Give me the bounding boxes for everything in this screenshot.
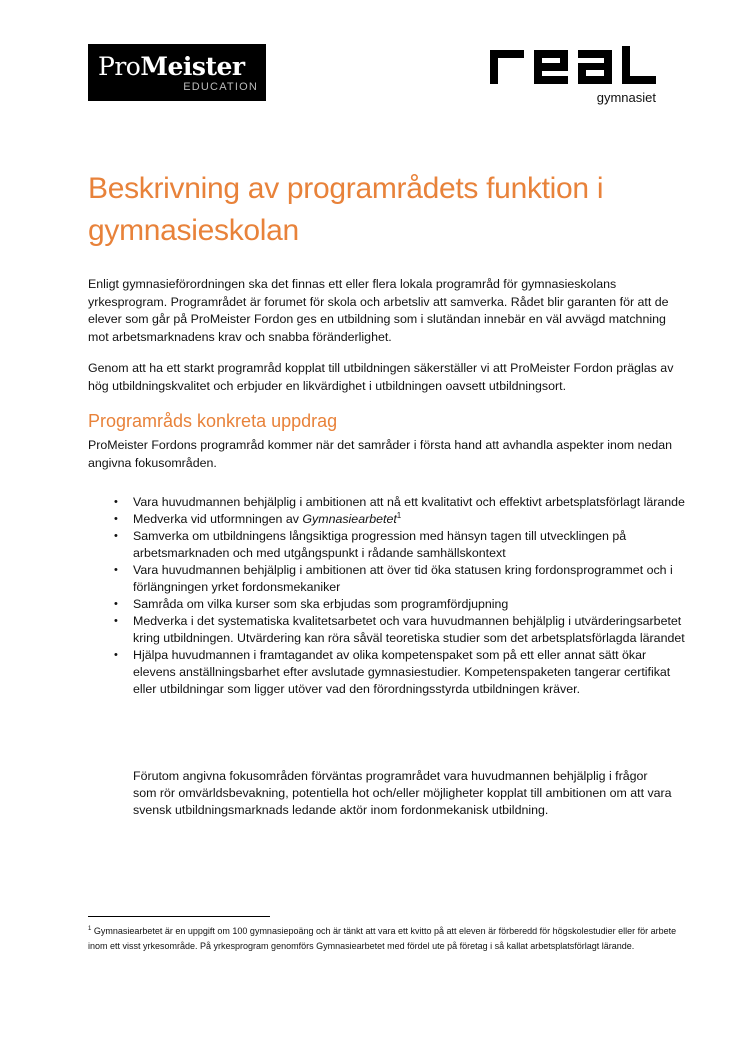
- footnote-divider: [88, 916, 270, 917]
- list-item-text: Vara huvudmannen behjälplig i ambitionen att över tid öka statusen kring fordonsprogrammet och i förlängningen yrket fordonsmekaniker: [133, 563, 673, 594]
- list-item: [88, 494, 688, 511]
- page-title: Beskrivning av programrådets funktion i gymnasieskolan: [88, 172, 604, 247]
- intro-paragraph-2: Genom att ha ett starkt programråd kopplat till utbildningen säkerställer vi att ProMeister Fordon präglas av hög utbildningskvalitet och erbjuder en likvärdighet i utbildningen oavsett utbildningsort.: [88, 361, 674, 393]
- logo-pro-text: Pro: [98, 52, 141, 81]
- list-item-text: Medverka vid utformningen av: [133, 512, 303, 526]
- bullet-marker: •: [114, 513, 118, 525]
- real-logo-wordmark: [490, 46, 658, 88]
- real-gymnasiet-logo: [490, 46, 658, 104]
- bullet-marker: •: [114, 598, 118, 610]
- logo-meister-text: Meister: [140, 52, 245, 81]
- intro-paragraph-1: Enligt gymnasieförordningen ska det finnas ett eller flera lokala programråd för gymnasieskolans yrkesprogram. Programrådet är forumet för skola och arbetsliv att samverka. Rådet blir garanten för att de elever som går på ProMeister Fordon ges en utbildning som i slutändan innebär en väl avvägd matchning mot arbetsmarknadens krav och snabba föränderlighet.: [88, 277, 669, 344]
- list-item-text: Samråda om vilka kurser som ska erbjudas som programfördjupning: [133, 597, 509, 611]
- closing-paragraph: Förutom angivna fokusområden förväntas programrådet vara huvudmannen behjälplig i frågor som rör omvärldsbevakning, potentiella hot och/eller möjligheter kopplat till ambitionen om att vara svensk utbildningsmarknads ledande aktör inom fordonmekanisk utbildning.: [133, 769, 672, 817]
- real-logo-subtitle: gymnasiet: [596, 90, 656, 105]
- focus-area-list: [88, 494, 688, 698]
- list-item: [88, 511, 688, 528]
- promeister-logo: [88, 44, 266, 101]
- footnote-text: Gymnasiearbetet är en uppgift om 100 gymnasiepoäng och är tänkt att vara ett kvitto på att eleven är förberedd för högskolestudier eller för arbete inom ett visst yrkesområde. På yrkesprogram genomförs Gymnasiearbetet med fördel ute på företag i så kallat arbetsplatsförlagt lärande.: [88, 926, 677, 951]
- list-item-text: Hjälpa huvudmannen i framtagandet av olika kompetenspaket som på ett eller annat sätt ökar elevens anställningsbarhet efter avslutade gymnasiestudier. Kompetenspaketen tangerar certifikat eller utbildningar som ligger utöver vad den förordningsstyrda utbildningen kräver.: [133, 648, 671, 696]
- footnote: [88, 922, 688, 954]
- list-item: [88, 562, 688, 596]
- list-item-text: Medverka i det systematiska kvalitetsarbetet och vara huvudmannen behjälplig i utvärderingsarbetet kring utbildningen. Utvärdering kan röra såväl teoretiska studier som det arbetsplatsförlagda lärandet: [133, 614, 685, 645]
- list-item-emphasis: Gymnasiearbetet: [302, 512, 397, 526]
- list-item-text: Vara huvudmannen behjälplig i ambitionen att nå ett kvalitativt och effektivt arbetsplatsförlagt lärande: [133, 495, 685, 509]
- promeister-logo-wordmark: [98, 52, 245, 81]
- section-heading: Programråds konkreta uppdrag: [88, 411, 338, 431]
- list-item: [88, 596, 688, 613]
- bullet-marker: •: [114, 564, 118, 576]
- list-item: [88, 613, 688, 647]
- section-intro: ProMeister Fordons programråd kommer när det samråder i första hand att avhandla aspekter inom nedan angivna fokusområden.: [88, 438, 673, 470]
- bullet-marker: •: [114, 649, 118, 661]
- bullet-marker: •: [114, 615, 118, 627]
- list-item-text: Samverka om utbildningens långsiktiga progression med hänsyn tagen till utvecklingen på arbetsmarknaden och med utgångspunkt i rådande samhällskontext: [133, 529, 627, 560]
- bullet-marker: •: [114, 530, 118, 542]
- list-item: [88, 528, 688, 562]
- bullet-marker: •: [114, 496, 118, 508]
- footnote-marker: 1: [88, 926, 92, 932]
- promeister-logo-subtitle: EDUCATION: [183, 81, 258, 93]
- list-item: [88, 647, 688, 698]
- footnote-reference[interactable]: 1: [396, 510, 402, 520]
